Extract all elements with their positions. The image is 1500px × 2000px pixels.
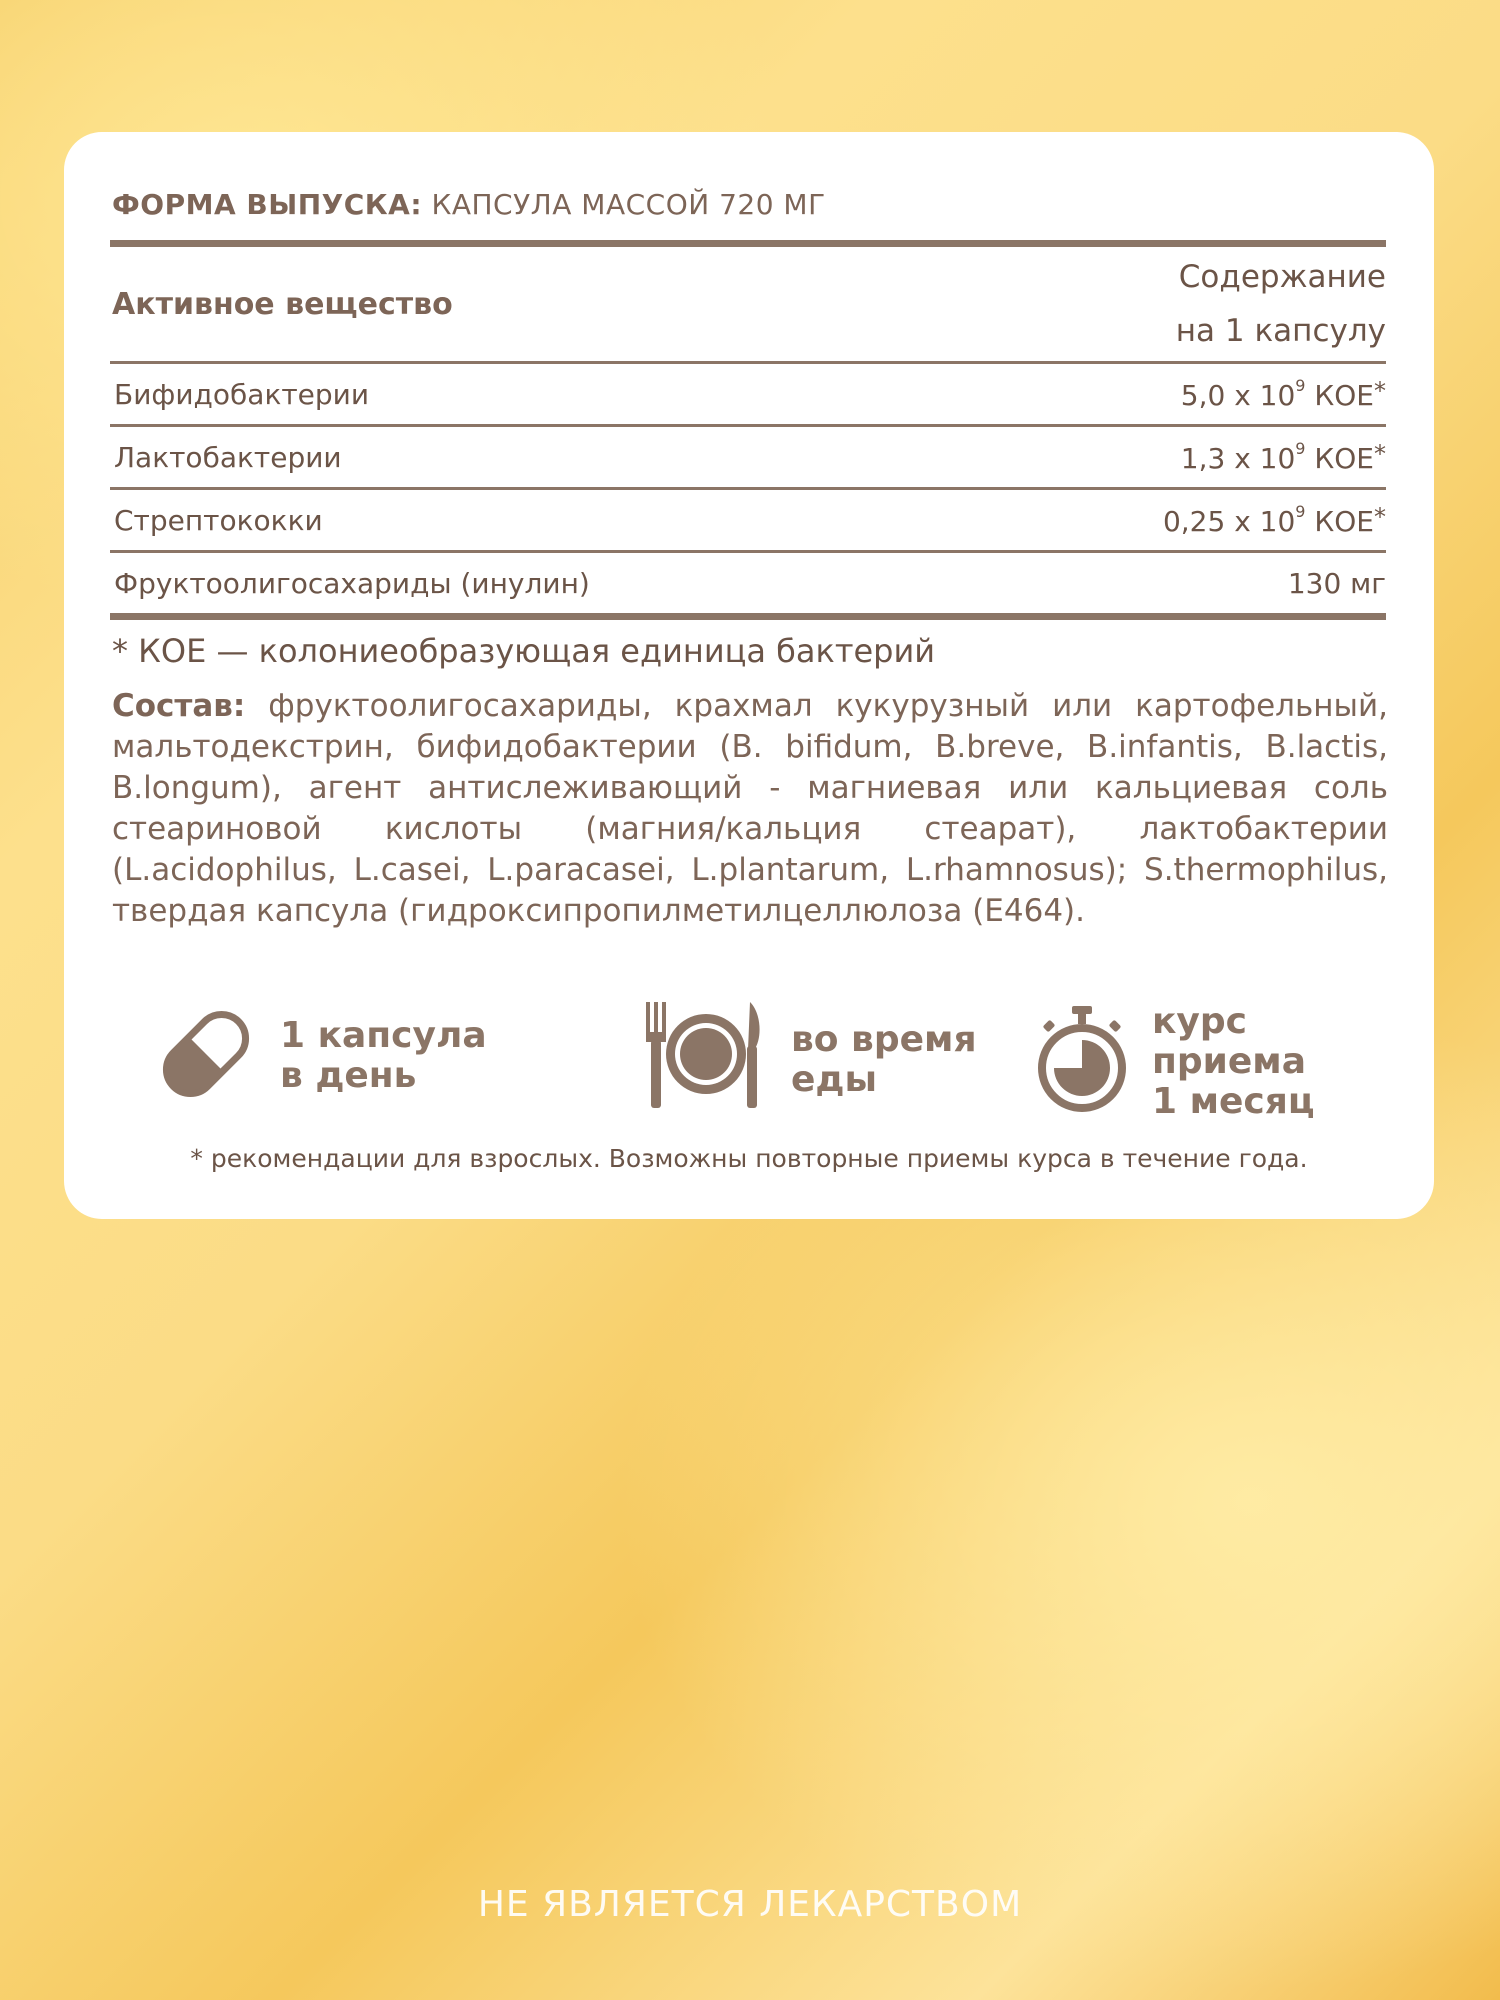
ingredient-name: Фруктоолигосахариды (инулин) (114, 566, 590, 600)
dosage-line2: 1 месяц (1152, 1081, 1315, 1122)
ingredient-amount: 5,0 х $10^9$ КОЕ* (1180, 376, 1386, 412)
table-row (110, 490, 1386, 550)
stopwatch-icon (1034, 1004, 1130, 1120)
ingredient-amount: 1,3 х $10^9$ КОЕ* (1180, 439, 1386, 475)
release-form (112, 188, 826, 221)
release-form-value: КАПСУЛА МАССОЙ 720 МГ (431, 188, 826, 221)
table-divider (110, 240, 1386, 247)
table-header (110, 247, 1386, 361)
composition (112, 686, 1388, 932)
plate-cutlery-icon (644, 1002, 769, 1118)
ingredient-name: Бифидобактерии (114, 377, 370, 411)
dosage-icons (154, 1002, 1384, 1142)
dosage-line2: в день (280, 1055, 417, 1096)
release-form-label: ФОРМА ВЫПУСКА: (112, 188, 423, 221)
header-content-line1: Содержание (1178, 259, 1386, 295)
header-active-substance: Активное вещество (112, 286, 453, 322)
composition-label: Состав: (112, 688, 246, 724)
table-row (110, 364, 1386, 424)
dosage-line2: еды (791, 1059, 878, 1100)
composition-text: фруктоолигосахариды, крахмал кукурузный или картофельный, мальтодекстрин, бифидобактерии (B. bifidum, B.breve, B.infantis, B.lactis, B.longum), агент антислеживающий - магниевая или кальциевая соль стеариновой кислоты (магния/кальция стеарат), лактобактерии (L.acidophilus, L.casei, L.paracasei, L.plantarum, L.rhamnosus); S.thermophilus, твердая капсула (гидроксипропилметилцеллюлоза (Е464). (112, 688, 1388, 929)
info-card (64, 132, 1434, 1219)
koe-footnote: * КОЕ — колониеобразующая единица бактерий (112, 632, 936, 670)
ingredient-amount: 0,25 х $10^9$ КОЕ* (1162, 502, 1386, 538)
ingredient-name: Лактобактерии (114, 440, 342, 474)
ingredient-amount: 130 мг (1287, 566, 1386, 600)
dosage-line1: 1 капсула (280, 1015, 487, 1056)
not-medicine-disclaimer: НЕ ЯВЛЯЕТСЯ ЛЕКАРСТВОМ (477, 1884, 1023, 1925)
table-row (110, 427, 1386, 487)
dosage-item (644, 1002, 977, 1118)
table-divider (110, 613, 1386, 620)
dosage-line1: во время (791, 1019, 977, 1060)
capsule-icon (154, 1002, 258, 1110)
ingredients-table (110, 240, 1386, 620)
header-content-line2: на 1 капсулу (1175, 313, 1386, 349)
dosage-line1: курс приема (1152, 1001, 1307, 1082)
recommendation-footnote: * рекомендации для взрослых. Возможны повторные приемы курса в течение года. (190, 1144, 1308, 1173)
table-row (110, 553, 1386, 613)
ingredient-name: Стрептококки (114, 503, 323, 537)
header-content (1176, 250, 1386, 358)
dosage-item (154, 1002, 487, 1110)
dosage-item (1034, 1002, 1384, 1122)
